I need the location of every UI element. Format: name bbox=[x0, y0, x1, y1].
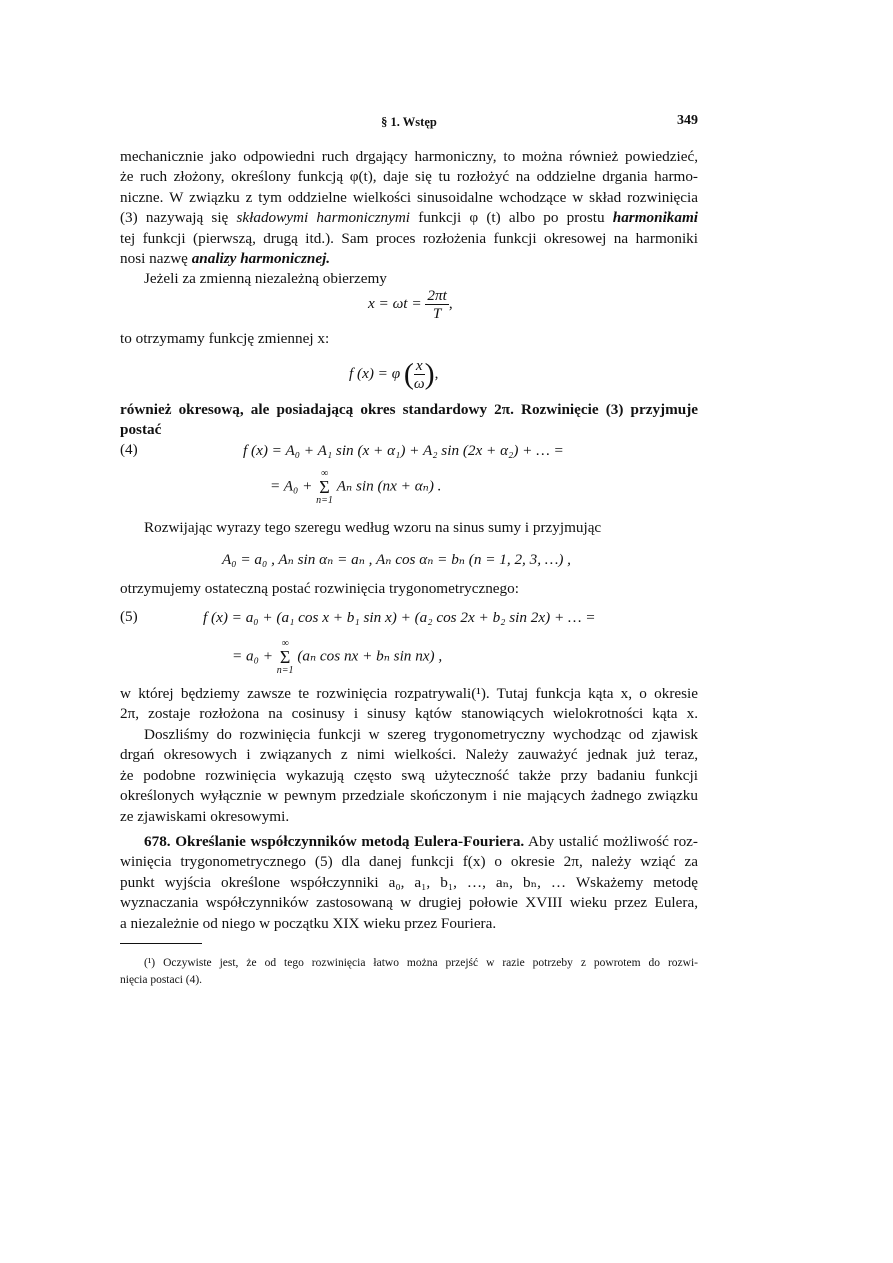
text-span: (3) nazywają się bbox=[120, 209, 229, 227]
equation-f bbox=[349, 357, 438, 392]
text-line: punkt wyjścia określone współczynniki a₀, a₁, b₁, …, aₙ, bₙ, … Wskażemy metodę bbox=[120, 873, 698, 891]
text-line: ze zjawiskami okresowymi. bbox=[120, 807, 290, 825]
paragraph-8 bbox=[120, 725, 698, 827]
text-line: Doszliśmy do rozwinięcia funkcji w szereg trygonometryczny wychodząc od zjawisk bbox=[144, 726, 698, 743]
section-heading: 678. Określanie współczynników metodą Eulera-Fouriera. bbox=[144, 833, 525, 850]
equation-part: = A₀ + bbox=[270, 477, 313, 495]
text-line: winięcia trygonometrycznego (5) dla danej funkcji f(x) o okresie 2π, należy wziąć za bbox=[120, 853, 698, 871]
fraction bbox=[425, 287, 448, 322]
equation-part: = a₀ + bbox=[232, 647, 273, 665]
summation bbox=[316, 468, 333, 506]
sum-upper: ∞ bbox=[320, 468, 329, 479]
footnote-line: (¹) Oczywiste jest, że od tego rozwinięcia łatwo można przejść w razie potrzeby z powrotem do rozwi- bbox=[144, 957, 698, 969]
paragraph-9 bbox=[120, 832, 698, 934]
text-line bbox=[120, 832, 698, 852]
equation-line: f (x) = A₀ + A₁ sin (x + α₁) + A₂ sin (2x + α₂) + … = bbox=[243, 442, 564, 459]
emphasis: analizy harmonicznej. bbox=[191, 250, 331, 268]
sum-lower: n=1 bbox=[316, 495, 333, 506]
text-line: 2π, zostaje rozłożona na cosinusy i sinusy kątów stanowiących wielokrotności kąta x. bbox=[120, 705, 698, 723]
text-line: drgań okresowych i związanych z nimi wielkości. Należy zauważyć jednak już teraz, bbox=[120, 746, 698, 764]
summation bbox=[277, 638, 294, 676]
equation-part: Aₙ sin (nx + αₙ) . bbox=[336, 477, 442, 495]
footnote bbox=[120, 955, 698, 989]
section-title: § 1. Wstęp bbox=[381, 115, 437, 129]
text-line: Jeżeli za zmienną niezależną obierzemy bbox=[144, 270, 387, 287]
equation-lhs: x = ωt = bbox=[368, 294, 422, 312]
text-line: wyznaczania współczynników zastosowaną w drugiej połowie XVIII wieku przez Eulera, bbox=[120, 894, 698, 912]
punctuation: , bbox=[448, 294, 453, 312]
right-paren: ) bbox=[424, 357, 435, 391]
text-line: otrzymujemy ostateczną postać rozwinięcia trygonometrycznego: bbox=[120, 580, 519, 597]
text-line bbox=[120, 249, 698, 269]
paragraph-7 bbox=[120, 684, 698, 725]
text-line: Rozwijając wyrazy tego szeregu według wzoru na sinus sumy i przyjmując bbox=[144, 519, 602, 536]
text-span: Aby ustalić możliwość roz- bbox=[528, 833, 698, 850]
equation-line: f (x) = a₀ + (a₁ cos x + b₁ sin x) + (a₂ cos 2x + b₂ sin 2x) + … = bbox=[203, 609, 596, 626]
fraction bbox=[414, 357, 425, 392]
text-line: również okresową, ale posiadającą okres standardowy 2π. Rozwinięcie (3) przyjmuje bbox=[120, 401, 698, 418]
text-line bbox=[120, 208, 698, 228]
equation-line bbox=[270, 468, 441, 506]
text-line: a niezależnie od niego w początku XIX wieku przez Fouriera. bbox=[120, 914, 497, 932]
sigma: Σ bbox=[319, 477, 330, 497]
sum-lower: n=1 bbox=[276, 665, 294, 676]
emphasis: składowymi harmonicznymi bbox=[236, 209, 411, 227]
text-line: że ruch złożony, określony funkcją φ(t), daje się tu rozłożyć na oddzielne drgania harmo- bbox=[120, 168, 698, 186]
denominator: T bbox=[432, 305, 442, 322]
equation-line bbox=[232, 638, 442, 676]
numerator: 2πt bbox=[427, 287, 447, 304]
paragraph-6 bbox=[120, 579, 698, 599]
paragraph-5 bbox=[120, 518, 698, 538]
sum-upper: ∞ bbox=[281, 638, 289, 649]
equation-number: (5) bbox=[120, 608, 138, 625]
text-line: to otrzymamy funkcję zmiennej x: bbox=[120, 330, 330, 347]
sigma: Σ bbox=[279, 647, 291, 667]
text-line: że podobne rozwinięcia wykazują często swą użyteczność także przy badaniu funkcji bbox=[120, 766, 698, 784]
denominator: ω bbox=[413, 375, 425, 392]
paragraph-3 bbox=[120, 329, 698, 349]
text-line: mechanicznie jako odpowiedni ruch drgający harmoniczny, to można również powiedzieć, bbox=[120, 148, 698, 165]
page-number: 349 bbox=[677, 113, 698, 128]
footnote-line: nięcia postaci (4). bbox=[120, 974, 203, 986]
punctuation: , bbox=[434, 364, 439, 382]
text-span: nosi nazwę bbox=[120, 250, 188, 268]
left-paren: ( bbox=[403, 357, 414, 391]
equation-lhs: f (x) = φ bbox=[349, 364, 401, 382]
emphasis: harmonikami bbox=[612, 209, 699, 227]
numerator: x bbox=[415, 357, 423, 374]
running-header bbox=[120, 113, 698, 133]
equation-part: (aₙ cos nx + bₙ sin nx) , bbox=[297, 647, 443, 665]
text-line: tej funkcji (pierwszą, drugą itd.). Sam proces rozłożenia funkcji okresowej na harmoniki bbox=[120, 229, 698, 247]
paragraph-4 bbox=[120, 400, 698, 441]
text-line: określonych wyłącznie w pewnym przedziale skończonym i nie mających żadnego związku bbox=[120, 787, 698, 805]
text-line: w której będziemy zawsze te rozwinięcia rozpatrywali(¹). Tutaj funkcja kąta x, o okresie bbox=[120, 685, 698, 702]
equation-x bbox=[368, 287, 453, 322]
text-line: niczne. W związku z tym oddzielne wielkości sinusoidalne wchodzące w skład rozwinięcia bbox=[120, 188, 698, 206]
text-span: funkcji φ (t) albo po prostu bbox=[418, 209, 605, 227]
equation-number: (4) bbox=[120, 441, 138, 458]
text-line: postać bbox=[120, 421, 162, 439]
equation-coefficients: A₀ = a₀ , Aₙ sin αₙ = aₙ , Aₙ cos αₙ = bₙ (n = 1, 2, 3, …) , bbox=[222, 551, 571, 568]
paragraph-1 bbox=[120, 147, 698, 269]
footnote-rule bbox=[120, 943, 202, 944]
